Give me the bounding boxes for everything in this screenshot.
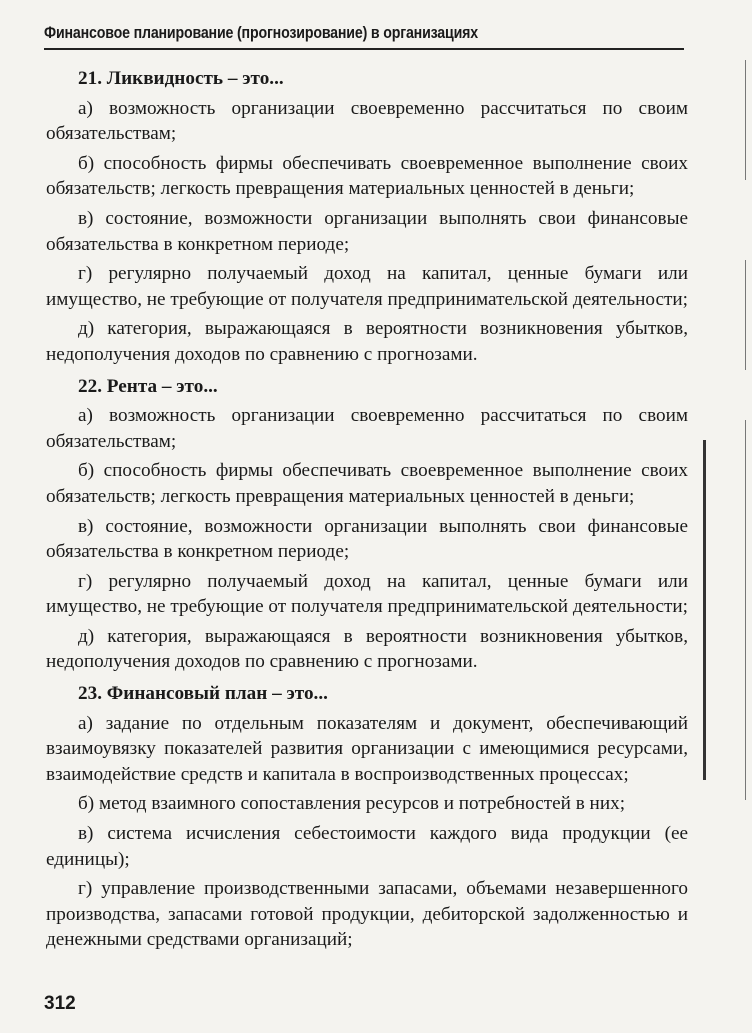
page-number: 312 bbox=[44, 993, 76, 1014]
question-title: 23. Финансовый план – это... bbox=[78, 683, 328, 705]
answer-option: б) способность фирмы обеспечивать своевременное выполнение своих обязательств; легкость превращения материальных ценностей в деньги; bbox=[46, 152, 688, 200]
answer-option: в) система исчисления себестоимости каждого вида продукции (ее единицы); bbox=[46, 823, 688, 870]
answer-option: г) регулярно получаемый доход на капитал, ценные бумаги или имущество, не требующие от получателя предпринимательской деятельности; bbox=[46, 570, 688, 618]
answer-option: д) категория, выражающаяся в вероятности возникновения убытков, недополучения доходов по сравнению с прогнозами. bbox=[46, 625, 688, 673]
answer-option: в) состояние, возможности организации выполнять свои финансовые обязательства в конкретном периоде; bbox=[46, 207, 688, 255]
question-block-22 bbox=[46, 374, 688, 676]
question-title: 21. Ликвидность – это... bbox=[78, 68, 284, 89]
answer-option: в) состояние, возможности организации выполнять свои финансовые обязательства в конкретном периоде; bbox=[46, 515, 688, 563]
answer-option: б) метод взаимного сопоставления ресурсов и потребностей в них; bbox=[78, 793, 626, 815]
question-block-21 bbox=[46, 66, 688, 368]
answer-option: а) задание по отдельным показателям и документ, обеспечивающий взаимоувязку показателей развития организации с имеющимися ресурсами, взаимодействие средств и капитала в воспроизводственных процессах; bbox=[46, 712, 688, 785]
scan-edge-line bbox=[745, 60, 746, 180]
scan-edge-mark bbox=[703, 440, 706, 780]
answer-option: а) возможность организации своевременно рассчитаться по своим обязательствам; bbox=[46, 97, 688, 145]
header-rule bbox=[44, 48, 684, 50]
question-title: 22. Рента – это... bbox=[78, 375, 218, 397]
scan-edge-line bbox=[745, 260, 746, 370]
scan-edge-line bbox=[745, 420, 746, 800]
page-content bbox=[46, 66, 688, 959]
answer-option: г) регулярно получаемый доход на капитал, ценные бумаги или имущество, не требующие от получателя предпринимательской деятельности; bbox=[46, 263, 688, 310]
running-title: Финансовое планирование (прогнозирование) в организациях bbox=[44, 24, 478, 42]
answer-option: б) способность фирмы обеспечивать своевременное выполнение своих обязательств; легкость превращения материальных ценностей в деньги; bbox=[46, 460, 688, 507]
answer-option: а) возможность организации своевременно рассчитаться по своим обязательствам; bbox=[46, 405, 688, 452]
question-block-23 bbox=[46, 681, 688, 953]
answer-option: д) категория, выражающаяся в вероятности возникновения убытков, недополучения доходов по сравнению с прогнозами. bbox=[46, 318, 688, 365]
answer-option: г) управление производственными запасами, объемами незавершенного производства, запасами готовой продукции, дебиторской задолженностью и денежными средствами организаций; bbox=[46, 878, 688, 951]
